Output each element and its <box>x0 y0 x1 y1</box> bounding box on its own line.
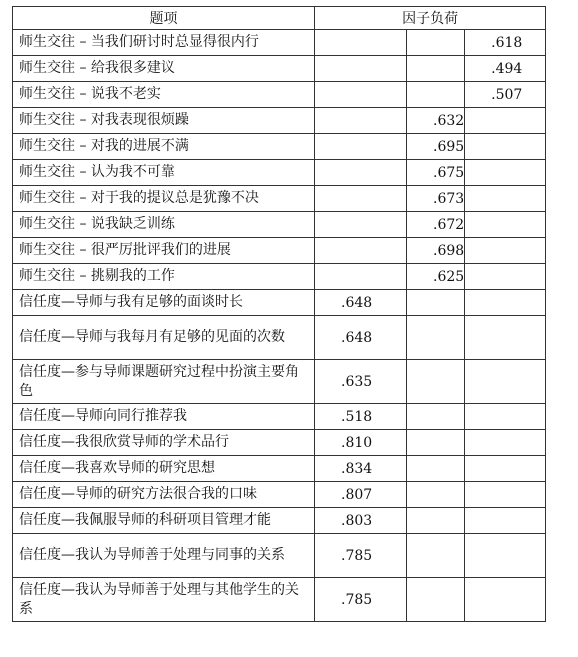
loading-cell-f3 <box>465 482 546 508</box>
table-row <box>13 160 546 186</box>
loading-cell-f3 <box>465 360 546 404</box>
table-row <box>13 186 546 212</box>
loading-cell-f3 <box>465 238 546 264</box>
loading-cell-f1 <box>315 238 407 264</box>
loading-cell-f1: .803 <box>315 508 407 534</box>
item-cell: 信任度—导师的研究方法很合我的口味 <box>13 482 315 508</box>
factor-loading-column-header: 因子负荷 <box>315 7 546 30</box>
loading-cell-f3 <box>465 534 546 578</box>
loading-cell-f2: .675 <box>407 160 465 186</box>
loading-cell-f1: .785 <box>315 534 407 578</box>
item-cell: 信任度—我认为导师善于处理与其他学生的关系 <box>13 578 315 622</box>
loading-cell-f2 <box>407 316 465 360</box>
item-cell: 信任度—导师与我每月有足够的见面的次数 <box>13 316 315 360</box>
item-cell: 信任度—我佩服导师的科研项目管理才能 <box>13 508 315 534</box>
item-column-header: 题项 <box>13 7 315 30</box>
loading-cell-f3 <box>465 264 546 290</box>
loading-cell-f2: .632 <box>407 108 465 134</box>
loading-cell-f1: .648 <box>315 290 407 316</box>
item-cell: 信任度—参与导师课题研究过程中扮演主要角色 <box>13 360 315 404</box>
loading-cell-f3 <box>465 456 546 482</box>
item-cell: 师生交往 – 很严厉批评我们的进展 <box>13 238 315 264</box>
item-cell: 师生交往 – 对我表现很烦躁 <box>13 108 315 134</box>
loading-cell-f2 <box>407 404 465 430</box>
loading-cell-f2: .695 <box>407 134 465 160</box>
loading-cell-f3 <box>465 430 546 456</box>
loading-cell-f2 <box>407 534 465 578</box>
loading-cell-f3 <box>465 508 546 534</box>
loading-cell-f1 <box>315 30 407 56</box>
table-row <box>13 212 546 238</box>
table-row <box>13 578 546 622</box>
table-row <box>13 82 546 108</box>
loading-cell-f1 <box>315 134 407 160</box>
table-row <box>13 482 546 508</box>
loading-cell-f3: .494 <box>465 56 546 82</box>
table-row <box>13 238 546 264</box>
table-row <box>13 456 546 482</box>
loading-cell-f3 <box>465 108 546 134</box>
loading-cell-f2 <box>407 578 465 622</box>
loading-cell-f2 <box>407 360 465 404</box>
loading-cell-f1: .834 <box>315 456 407 482</box>
loading-cell-f2 <box>407 482 465 508</box>
table-body <box>13 30 546 622</box>
table-row <box>13 108 546 134</box>
loading-cell-f3 <box>465 290 546 316</box>
table-row <box>13 404 546 430</box>
table-row <box>13 430 546 456</box>
loading-cell-f1 <box>315 264 407 290</box>
loading-cell-f2 <box>407 290 465 316</box>
loading-cell-f3 <box>465 212 546 238</box>
item-cell: 师生交往 – 对我的进展不满 <box>13 134 315 160</box>
loading-cell-f3: .507 <box>465 82 546 108</box>
loading-cell-f3 <box>465 134 546 160</box>
item-cell: 师生交往 – 对于我的提议总是犹豫不决 <box>13 186 315 212</box>
loading-cell-f1 <box>315 82 407 108</box>
loading-cell-f2 <box>407 82 465 108</box>
loading-cell-f1: .635 <box>315 360 407 404</box>
loading-cell-f2 <box>407 508 465 534</box>
item-cell: 师生交往 – 挑剔我的工作 <box>13 264 315 290</box>
loading-cell-f2 <box>407 56 465 82</box>
item-cell: 信任度—我很欣赏导师的学术品行 <box>13 430 315 456</box>
table-row <box>13 56 546 82</box>
loading-cell-f1 <box>315 56 407 82</box>
loading-cell-f3 <box>465 578 546 622</box>
loading-cell-f3 <box>465 160 546 186</box>
loading-cell-f2 <box>407 430 465 456</box>
table-row <box>13 360 546 404</box>
table-row <box>13 534 546 578</box>
item-cell: 师生交往 – 当我们研讨时总显得很内行 <box>13 30 315 56</box>
item-cell: 信任度—导师向同行推荐我 <box>13 404 315 430</box>
loading-cell-f1: .807 <box>315 482 407 508</box>
loading-cell-f3 <box>465 186 546 212</box>
table-row <box>13 316 546 360</box>
loading-cell-f2: .673 <box>407 186 465 212</box>
loading-cell-f3 <box>465 404 546 430</box>
item-cell: 师生交往 – 认为我不可靠 <box>13 160 315 186</box>
table-container <box>12 6 546 622</box>
loading-cell-f2: .698 <box>407 238 465 264</box>
item-cell: 师生交往 – 给我很多建议 <box>13 56 315 82</box>
loading-cell-f1: .810 <box>315 430 407 456</box>
table-row <box>13 290 546 316</box>
loading-cell-f2 <box>407 30 465 56</box>
table-row <box>13 134 546 160</box>
loading-cell-f3: .618 <box>465 30 546 56</box>
item-cell: 师生交往 – 说我缺乏训练 <box>13 212 315 238</box>
item-cell: 师生交往 – 说我不老实 <box>13 82 315 108</box>
loading-cell-f2: .625 <box>407 264 465 290</box>
loading-cell-f1 <box>315 212 407 238</box>
loading-cell-f1: .518 <box>315 404 407 430</box>
table-row <box>13 30 546 56</box>
item-cell: 信任度—导师与我有足够的面谈时长 <box>13 290 315 316</box>
item-cell: 信任度—我喜欢导师的研究思想 <box>13 456 315 482</box>
factor-loading-table <box>12 6 546 622</box>
loading-cell-f2 <box>407 456 465 482</box>
table-row <box>13 264 546 290</box>
loading-cell-f1 <box>315 108 407 134</box>
loading-cell-f1 <box>315 186 407 212</box>
loading-cell-f1 <box>315 160 407 186</box>
item-cell: 信任度—我认为导师善于处理与同事的关系 <box>13 534 315 578</box>
loading-cell-f2: .672 <box>407 212 465 238</box>
table-row <box>13 508 546 534</box>
loading-cell-f1: .648 <box>315 316 407 360</box>
loading-cell-f3 <box>465 316 546 360</box>
loading-cell-f1: .785 <box>315 578 407 622</box>
